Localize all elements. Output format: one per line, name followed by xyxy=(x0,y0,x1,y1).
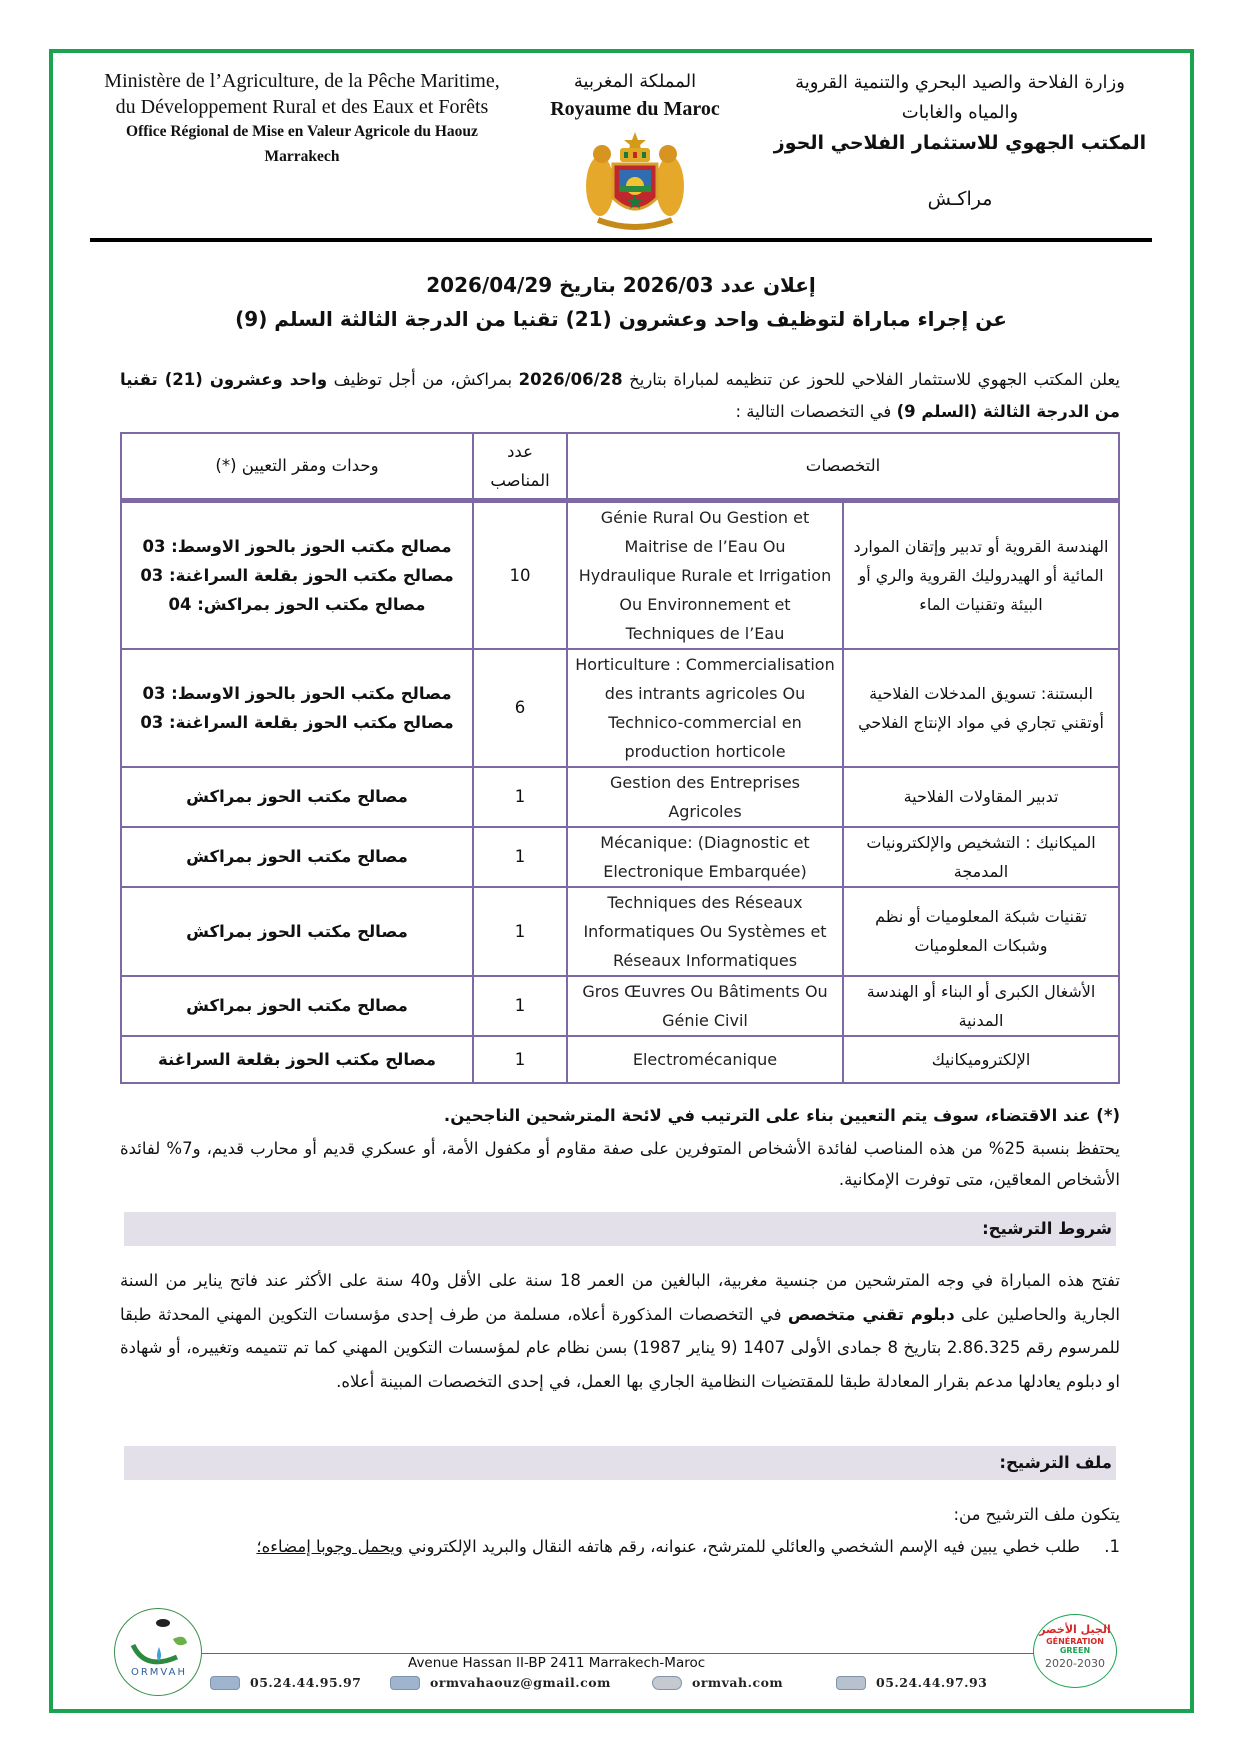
ministry-ar: وزارة الفلاحة والصيد البحري والتنمية القروية والمياه والغابات xyxy=(795,72,1125,123)
assignment-units: مصالح مكتب الحوز بقلعة السراغنة xyxy=(121,1036,473,1083)
specialty-ar: الأشغال الكبرى أو البناء أو الهندسة المدنية xyxy=(843,976,1119,1036)
conditions-paragraph: تفتح هذه المباراة في وجه المترشحين من جنسية مغربية، البالغين من العمر 18 سنة على الأقل و40 سنة على الأكثر عند فاتح يناير من السنة الجارية والحاصلين على دبلوم تقني متخصص في التخصصات المذكورة أعلاه، مسلمة من طرف إحدى مؤسسات التكوين المهني المحدثة طبقا للمرسوم رقم 2.86.325 بتاريخ 8 جمادى الأولى 1407 (9 يناير 1987) بسن نظام عام لمؤسسات التكوين المهني كما تم تتميمه وتغييره، أو شهادة او دبلوم يعادلها مدعم بقرار المعادلة طبقا للمقتضيات النظامية الجاري بها العمل، في إحدى التخصصات المبينة أعلاه. xyxy=(120,1271,1121,1391)
specialty-ar: الهندسة القروية أو تدبير وإتقان الموارد المائية أو الهيدروليك القروية والري أو البيئة وتقنيات الماء xyxy=(843,500,1119,649)
dossier-list xyxy=(120,1532,1120,1562)
city-ar: مراكـش xyxy=(927,188,993,210)
announcement-subtitle: عن إجراء مباراة لتوظيف واحد وعشرون (21) تقنيا من الدرجة الثالثة السلم (9) xyxy=(235,307,1007,331)
ormvah-logo xyxy=(114,1608,202,1696)
ormvah-logo-icon xyxy=(115,1609,203,1697)
quota-note: يحتفظ بنسبة 25% من هذه المناصب لفائدة الأشخاص المتوفرين على صفة مقاوم أو مكفول الأمة، أو عسكري قديم أو محارب قديم، و7% لفائدة الأشخاص المعاقين، متى توفرت الإمكانية. xyxy=(120,1139,1120,1189)
table-header-row xyxy=(121,433,1119,500)
intro-paragraph: يعلن المكتب الجهوي للاستثمار الفلاحي للحوز عن تنظيمه لمباراة بتاريخ 2026/06/28 بمراكش، من أجل توظيف واحد وعشرون (21) تقنيا من الدرجة الثالثة (السلم 9) في التخصصات التالية : xyxy=(120,370,1121,421)
announcement-title: إعلان عدد 2026/03 بتاريخ 2026/04/29 xyxy=(426,273,816,297)
positions-count: 6 xyxy=(473,649,567,767)
specialty-fr: Horticulture : Commercialisation des intrants agricoles Ou Technico-commercial en production horticole xyxy=(567,649,843,767)
table-row xyxy=(121,767,1119,827)
specialty-fr: Génie Rural Ou Gestion et Maitrise de l’Eau Ou Hydraulique Rurale et Irrigation Ou Environnement et Techniques de l’Eau xyxy=(567,500,843,649)
footer-email[interactable]: ormvahaouz@gmail.com xyxy=(390,1675,611,1690)
positions-count: 1 xyxy=(473,976,567,1036)
assignment-units: مصالح مكتب الحوز بالحوز الاوسط: 03 مصالح مكتب الحوز بقلعة السراغنة: 03 مصالح مكتب الحوز بمراكش: 04 xyxy=(121,500,473,649)
specialty-ar: الإلكتروميكانيك xyxy=(843,1036,1119,1083)
mail-icon xyxy=(390,1676,420,1690)
assignment-units: مصالح مكتب الحوز بمراكش xyxy=(121,827,473,887)
coat-of-arms-icon xyxy=(580,128,690,238)
footer-address: Avenue Hassan II-BP 2411 Marrakech-Maroc xyxy=(408,1655,706,1671)
assignment-units: مصالح مكتب الحوز بمراكش xyxy=(121,887,473,976)
footer-website[interactable]: ormvah.com xyxy=(652,1675,783,1690)
section-heading-dossier: ملف الترشيح: xyxy=(124,1446,1116,1480)
header-french xyxy=(92,68,512,166)
header-center xyxy=(520,68,750,242)
specialty-ar: الميكانيك : التشخيص والإلكترونيات المدمجة xyxy=(843,827,1119,887)
table-row xyxy=(121,500,1119,649)
table-row xyxy=(121,649,1119,767)
specialty-fr: Gros Œuvres Ou Bâtiments Ou Génie Civil xyxy=(567,976,843,1036)
kingdom-ar: المملكة المغربية xyxy=(573,71,697,92)
footer-fax: 05.24.44.97.93 xyxy=(836,1675,987,1690)
table-row xyxy=(121,827,1119,887)
assignment-units: مصالح مكتب الحوز بمراكش xyxy=(121,976,473,1036)
header-specialties: التخصصات xyxy=(567,433,1119,500)
table-row xyxy=(121,887,1119,976)
specialty-fr: Techniques des Réseaux Informatiques Ou Systèmes et Réseaux Informatiques xyxy=(567,887,843,976)
positions-count: 1 xyxy=(473,887,567,976)
header-divider xyxy=(90,238,1152,242)
footer-rule xyxy=(202,1653,1034,1654)
specialty-ar: البستنة: تسويق المدخلات الفلاحية أوتقني تجاري في مواد الإنتاج الفلاحي xyxy=(843,649,1119,767)
positions-count: 1 xyxy=(473,767,567,827)
specialty-fr: Electromécanique xyxy=(567,1036,843,1083)
header-arabic xyxy=(770,68,1150,214)
footer-green-bar xyxy=(49,1709,1194,1713)
specialty-fr: Gestion des Entreprises Agricoles xyxy=(567,767,843,827)
exam-date: 2026/06/28 xyxy=(518,370,623,389)
office-ar: المكتب الجهوي للاستثمار الفلاحي الحوز xyxy=(773,132,1147,154)
assignment-units: مصالح مكتب الحوز بالحوز الاوسط: 03 مصالح مكتب الحوز بقلعة السراغنة: 03 xyxy=(121,649,473,767)
list-item: 1.طلب خطي يبين فيه الإسم الشخصي والعائلي للمترشح، عنوانه، رقم هاتفه النقال والبريد الإلكتروني ويحمل وجوبا إمضاءه؛ xyxy=(256,1537,1120,1556)
city-fr: Marrakech xyxy=(264,148,340,165)
svg-text:ORMVAH: ORMVAH xyxy=(130,1667,188,1678)
assignment-units: مصالح مكتب الحوز بمراكش xyxy=(121,767,473,827)
positions-count: 1 xyxy=(473,1036,567,1083)
ministry-fr: Ministère de l’Agriculture, de la Pêche Maritime, du Développement Rural et des Eaux et Forêts xyxy=(104,70,500,118)
generation-green-logo: الجيل الأخضر GÉNÉRATION GREEN 2020-2030 xyxy=(1033,1614,1117,1688)
specialty-fr: Mécanique: (Diagnostic et Electronique Embarquée) xyxy=(567,827,843,887)
section-heading-conditions: شروط الترشيح: xyxy=(124,1212,1116,1246)
specialty-ar: تدبير المقاولات الفلاحية xyxy=(843,767,1119,827)
table-row xyxy=(121,1036,1119,1083)
footer-phone: 05.24.44.95.97 xyxy=(210,1675,361,1690)
header-units: وحدات ومقر التعيين (*) xyxy=(121,433,473,500)
www-icon xyxy=(652,1676,682,1690)
kingdom-fr: Royaume du Maroc xyxy=(550,98,720,120)
dossier-intro: يتكون ملف الترشيح من: xyxy=(953,1505,1120,1524)
positions-count: 1 xyxy=(473,827,567,887)
assignment-note: (*) عند الاقتضاء، سوف يتم التعيين بناء على الترتيب في لائحة المترشحين الناجحين. xyxy=(443,1106,1120,1125)
phone-icon xyxy=(210,1676,240,1690)
specialty-ar: تقنيات شبكة المعلوميات أو نظم وشبكات المعلوميات xyxy=(843,887,1119,976)
fax-icon xyxy=(836,1676,866,1690)
positions-table xyxy=(120,432,1120,1084)
office-fr: Office Régional de Mise en Valeur Agricole du Haouz xyxy=(126,123,478,140)
header-positions: عدد المناصب xyxy=(473,433,567,500)
diploma-required: دبلوم تقني متخصص xyxy=(787,1304,955,1324)
positions-count: 10 xyxy=(473,500,567,649)
table-row xyxy=(121,976,1119,1036)
